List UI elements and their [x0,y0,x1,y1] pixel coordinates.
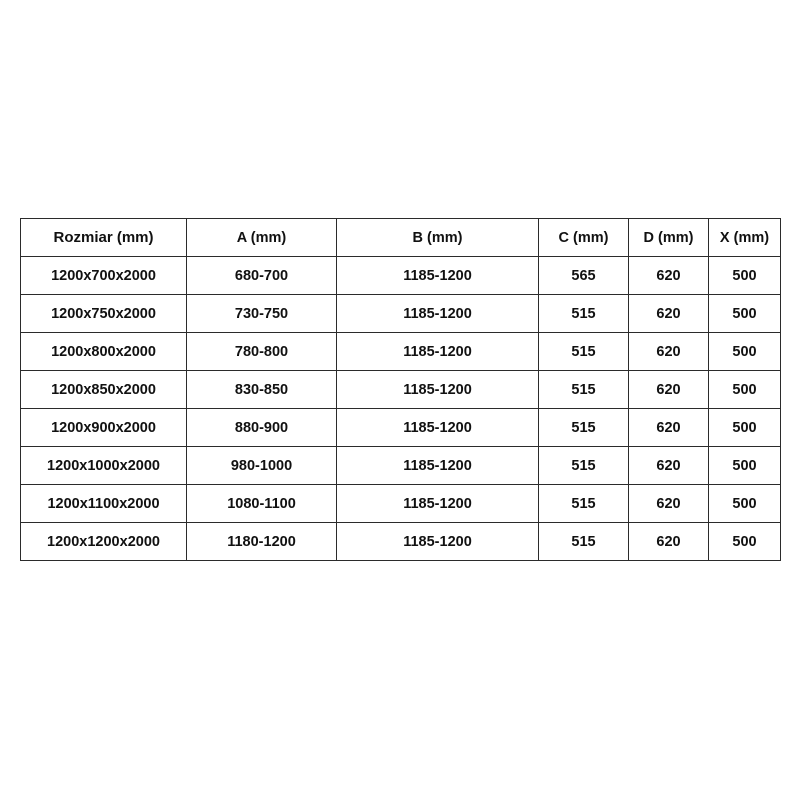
column-header-c: C (mm) [539,219,629,257]
cell-size: 1200x1000x2000 [21,447,187,485]
column-header-d: D (mm) [629,219,709,257]
cell-c: 515 [539,523,629,561]
cell-a: 780-800 [187,333,337,371]
cell-a: 1180-1200 [187,523,337,561]
column-header-x: X (mm) [709,219,781,257]
cell-a: 730-750 [187,295,337,333]
cell-x: 500 [709,523,781,561]
cell-c: 515 [539,485,629,523]
cell-c: 515 [539,333,629,371]
column-header-b: B (mm) [337,219,539,257]
table-row [21,447,781,485]
cell-x: 500 [709,409,781,447]
table-row [21,295,781,333]
cell-d: 620 [629,295,709,333]
cell-b: 1185-1200 [337,523,539,561]
cell-b: 1185-1200 [337,333,539,371]
cell-b: 1185-1200 [337,371,539,409]
cell-c: 515 [539,447,629,485]
cell-a: 830-850 [187,371,337,409]
cell-b: 1185-1200 [337,485,539,523]
cell-d: 620 [629,257,709,295]
cell-x: 500 [709,295,781,333]
cell-d: 620 [629,523,709,561]
cell-d: 620 [629,409,709,447]
table-row [21,409,781,447]
table-row [21,485,781,523]
cell-x: 500 [709,257,781,295]
cell-b: 1185-1200 [337,447,539,485]
cell-size: 1200x1100x2000 [21,485,187,523]
column-header-a: A (mm) [187,219,337,257]
dimensions-table [20,218,781,561]
cell-a: 1080-1100 [187,485,337,523]
cell-x: 500 [709,447,781,485]
cell-a: 980-1000 [187,447,337,485]
table-row [21,523,781,561]
cell-c: 515 [539,409,629,447]
table-row [21,257,781,295]
cell-c: 565 [539,257,629,295]
cell-x: 500 [709,333,781,371]
cell-c: 515 [539,371,629,409]
cell-size: 1200x750x2000 [21,295,187,333]
spec-table-container [20,218,780,561]
cell-size: 1200x1200x2000 [21,523,187,561]
table-header [21,219,781,257]
cell-b: 1185-1200 [337,257,539,295]
table-body [21,257,781,561]
table-row [21,333,781,371]
cell-d: 620 [629,333,709,371]
cell-size: 1200x850x2000 [21,371,187,409]
cell-d: 620 [629,371,709,409]
cell-d: 620 [629,485,709,523]
cell-d: 620 [629,447,709,485]
column-header-size: Rozmiar (mm) [21,219,187,257]
cell-a: 880-900 [187,409,337,447]
cell-b: 1185-1200 [337,295,539,333]
table-row [21,371,781,409]
cell-x: 500 [709,485,781,523]
cell-x: 500 [709,371,781,409]
cell-size: 1200x700x2000 [21,257,187,295]
table-header-row [21,219,781,257]
cell-size: 1200x800x2000 [21,333,187,371]
cell-b: 1185-1200 [337,409,539,447]
cell-c: 515 [539,295,629,333]
cell-a: 680-700 [187,257,337,295]
cell-size: 1200x900x2000 [21,409,187,447]
